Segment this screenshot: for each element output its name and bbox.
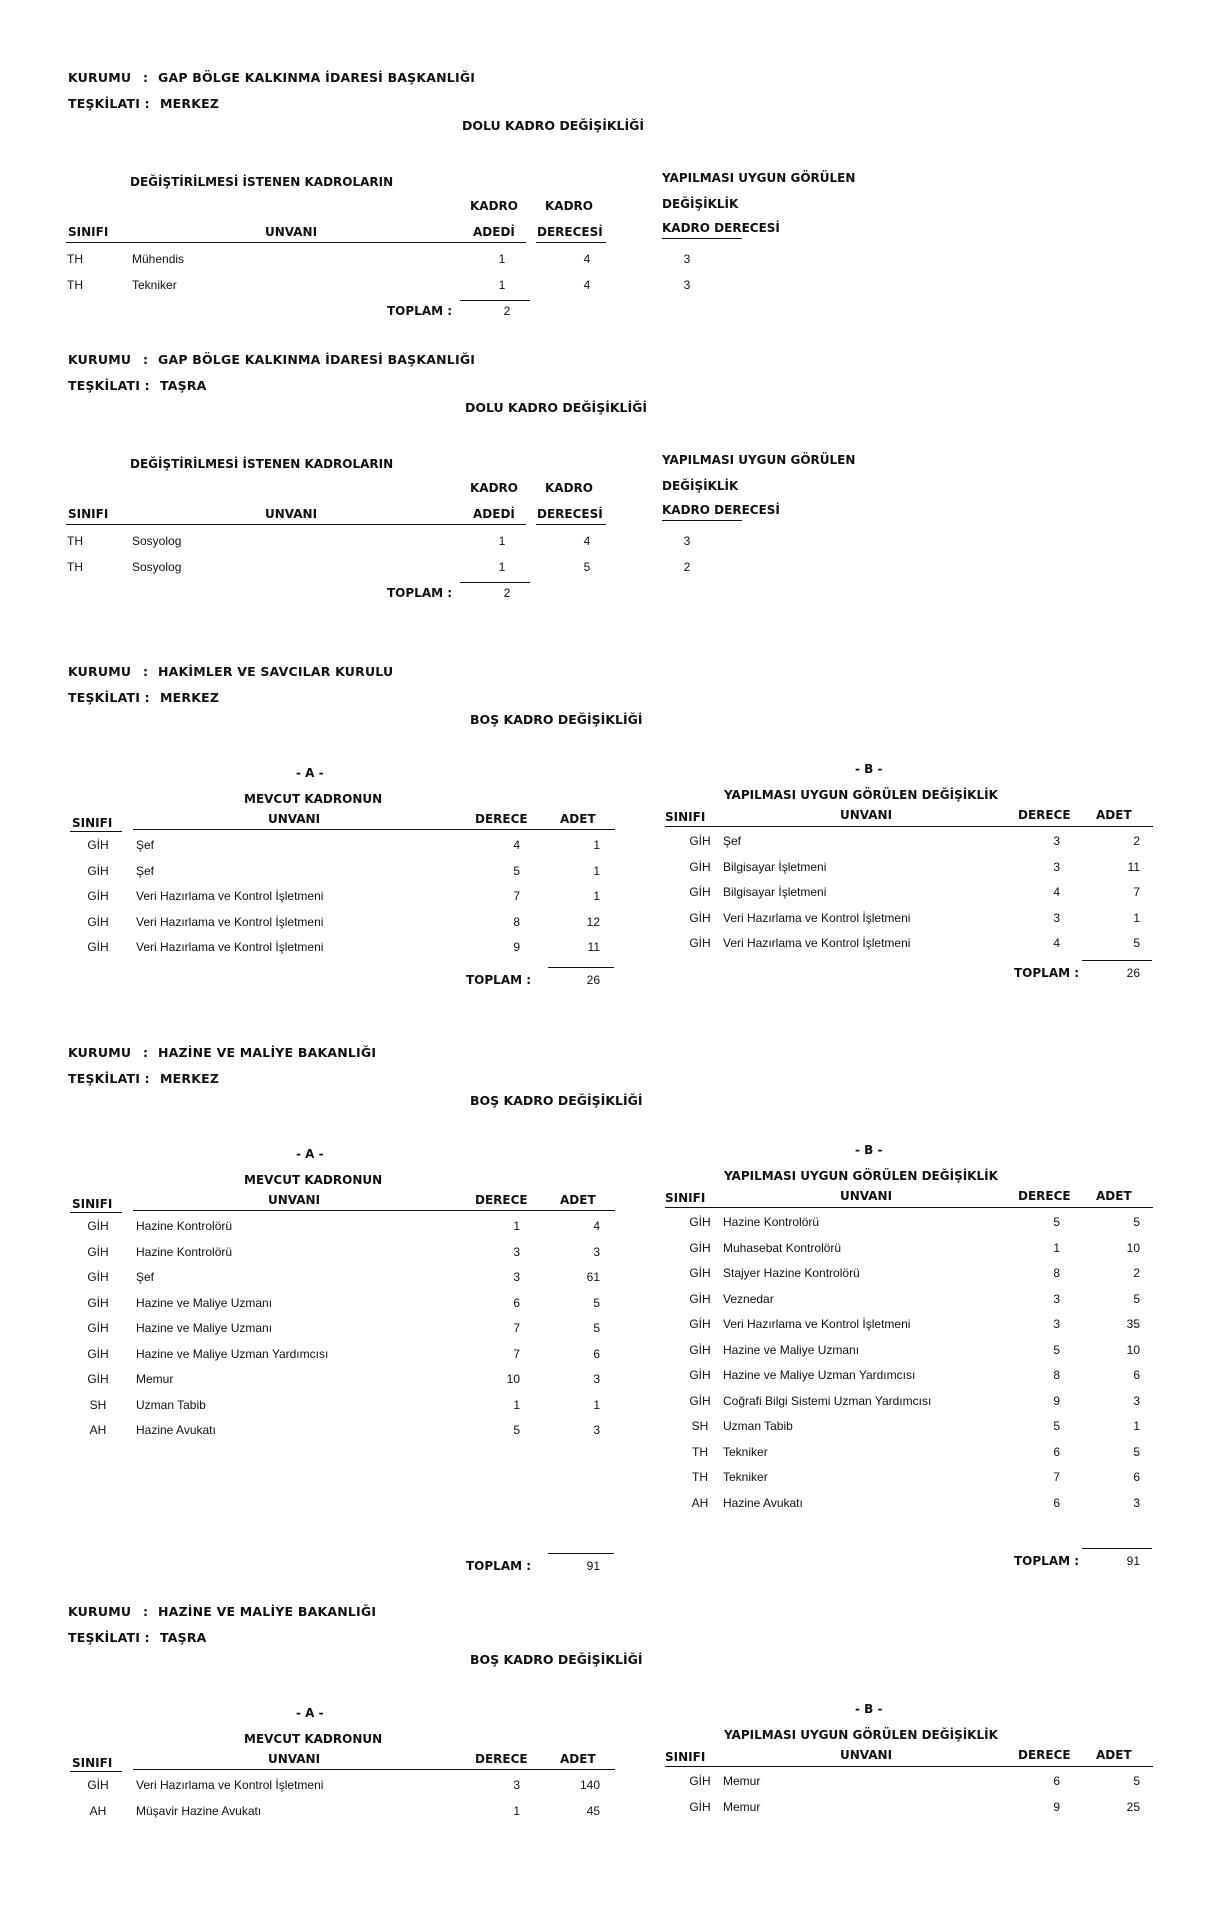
table-b-header-derece: DERECE <box>1018 1189 1071 1203</box>
table-a-row-sinif: GİH <box>87 1372 109 1386</box>
table-b-row-sinif: GİH <box>689 1368 711 1382</box>
table-b-row-derece: 8 <box>1053 1368 1060 1382</box>
table-b-row-sinif: TH <box>692 1444 708 1459</box>
table-a-row-unvan: Veri Hazırlama ve Kontrol İşletmeni <box>136 1778 324 1792</box>
table-a-row-unvan: Hazine ve Maliye Uzmanı <box>136 1321 273 1335</box>
table-a-row-unvan: Veri Hazırlama ve Kontrol İşletmeni <box>136 914 324 929</box>
table-b-row-sinif: AH <box>691 1495 709 1510</box>
table-row-unvan: Mühendis <box>132 252 185 266</box>
table-a-row-unvan: Şef <box>136 838 155 852</box>
table-a-row-adet: 11 <box>587 940 600 954</box>
table-b-header-adet: ADET <box>1096 1748 1132 1762</box>
header-rule-derecesi <box>536 524 606 525</box>
col-header-derecesi: DERECESİ <box>537 225 603 239</box>
table-a-row-derece: 1 <box>513 1803 520 1818</box>
col-header-kadro-2: KADRO <box>545 199 593 213</box>
table-row-unvan: Sosyolog <box>132 560 182 574</box>
col-header-kadro-derecesi: KADRO DERECESİ <box>662 503 780 517</box>
table-b-row-unvan: Şef <box>723 834 742 848</box>
col-header-derecesi: DERECESİ <box>537 507 603 521</box>
table-b-row-sinif: GİH <box>689 1266 711 1280</box>
table-a-row-derece: 3 <box>513 1778 520 1792</box>
table-a-marker: - A - <box>296 1706 324 1720</box>
table-row-sinif: TH <box>67 534 83 548</box>
table-b-row-adet: 6 <box>1133 1470 1140 1484</box>
col-header-unvani: UNVANI <box>265 225 318 239</box>
total-rule <box>460 582 530 583</box>
table-a-header-unvani: UNVANI <box>268 1193 321 1207</box>
table-a-header-derece: DERECE <box>475 1193 528 1207</box>
table-a-header-sinifi: SINIFI <box>72 1756 113 1770</box>
kurumu-colon: : <box>143 352 149 367</box>
table-b-row-sinif: GİH <box>689 1774 711 1788</box>
table-a-row-adet: 3 <box>593 1244 600 1259</box>
table-a-row-derece: 6 <box>513 1295 520 1310</box>
table-b-header-sinifi: SINIFI <box>665 1191 706 1205</box>
kurumu-label: KURUMU <box>68 1045 132 1060</box>
table-b-row-derece: 3 <box>1053 1317 1060 1331</box>
table-a-toplam-label: TOPLAM : <box>466 973 532 987</box>
table-a-row-adet: 4 <box>593 1219 600 1233</box>
table-b-row-sinif: GİH <box>689 1240 711 1255</box>
table-a-row-adet: 61 <box>586 1270 600 1284</box>
table-a-row-derece: 3 <box>513 1244 520 1259</box>
table-a-row-unvan: Veri Hazırlama ve Kontrol İşletmeni <box>136 889 324 903</box>
table-a-row-sinif: GİH <box>87 1270 109 1284</box>
kurum-name: GAP BÖLGE KALKINMA İDARESİ BAŞKANLIĞI <box>158 352 476 367</box>
table-a-header-rule <box>133 829 615 830</box>
header-rule-right <box>662 238 742 239</box>
table-b-total-rule <box>1082 1548 1152 1549</box>
table-a-row-sinif: AH <box>89 1803 107 1818</box>
table-row-derece: 4 <box>583 278 591 292</box>
col-header-degistirilmesi: DEĞİŞTİRİLMESİ İSTENEN KADROLARIN <box>130 457 394 471</box>
table-a-row-adet: 1 <box>593 1397 600 1412</box>
table-a-row-adet: 5 <box>593 1321 600 1335</box>
table-b-row-unvan: Tekniker <box>723 1470 768 1484</box>
table-a-row-unvan: Şef <box>136 1270 155 1284</box>
kurum-name: HAZİNE VE MALİYE BAKANLIĞI <box>158 1045 377 1060</box>
table-a-header-rule <box>133 1769 615 1770</box>
col-header-adedi: ADEDİ <box>473 225 515 239</box>
table-b-row-sinif: GİH <box>689 1393 711 1408</box>
table-a-row-unvan: Hazine Kontrolörü <box>136 1244 233 1259</box>
table-b-row-unvan: Hazine Kontrolörü <box>723 1215 820 1229</box>
col-header-yapilmasi: YAPILMASI UYGUN GÖRÜLEN <box>662 453 856 467</box>
table-a-row-unvan: Hazine ve Maliye Uzmanı <box>136 1295 273 1310</box>
table-b-row-unvan: Bilgisayar İşletmeni <box>723 885 827 899</box>
table-a-row-adet: 45 <box>586 1803 600 1818</box>
table-b-row-adet: 1 <box>1133 1419 1140 1433</box>
table-a-row-derece: 5 <box>513 1423 520 1437</box>
col-header-kadro-derecesi: KADRO DERECESİ <box>662 221 780 235</box>
table-b-row-adet: 5 <box>1133 1444 1140 1459</box>
col-header-kadro-1: KADRO <box>470 481 518 495</box>
table-a-row-adet: 1 <box>593 838 600 852</box>
table-row-yeni: 2 <box>683 560 691 574</box>
table-b-row-derece: 5 <box>1053 1215 1060 1229</box>
table-a-row-derece: 7 <box>513 889 520 903</box>
total-rule <box>460 300 530 301</box>
table-a-header-rule <box>133 1210 615 1211</box>
table-a-marker: - A - <box>296 766 324 780</box>
table-a-row-derece: 4 <box>513 838 520 852</box>
table-a-row-unvan: Şef <box>136 863 155 878</box>
table-a-header-sinifi: SINIFI <box>72 1197 113 1211</box>
table-a-row-adet: 3 <box>593 1423 600 1437</box>
table-b-row-derece: 4 <box>1053 885 1060 899</box>
table-a-header-unvani: UNVANI <box>268 1752 321 1766</box>
toplam-value: 2 <box>503 304 511 318</box>
header-rule-left <box>66 242 526 243</box>
table-a-header-rule-sinifi <box>70 1212 122 1213</box>
table-b-row-unvan: Coğrafi Bilgi Sistemi Uzman Yardımcısı <box>723 1393 932 1408</box>
table-b-row-unvan: Bilgisayar İşletmeni <box>723 859 827 874</box>
table-a-row-adet: 3 <box>593 1372 600 1386</box>
section-title: DOLU KADRO DEĞİŞİKLİĞİ <box>465 400 648 415</box>
table-b-row-unvan: Memur <box>723 1774 761 1788</box>
kurumu-colon: : <box>143 664 149 679</box>
table-b-header-rule <box>665 826 1153 827</box>
table-b-header-sinifi: SINIFI <box>665 810 706 824</box>
table-row-sinif: TH <box>67 278 83 292</box>
table-a-row-derece: 7 <box>513 1321 520 1335</box>
table-b-row-adet: 6 <box>1133 1368 1140 1382</box>
col-header-degisiklik: DEĞİŞİKLİK <box>662 197 739 211</box>
table-row-derece: 4 <box>583 534 591 548</box>
col-header-kadro-2: KADRO <box>545 481 593 495</box>
table-b-row-unvan: Tekniker <box>723 1444 768 1459</box>
table-a-row-adet: 1 <box>593 863 600 878</box>
table-b-header-unvani: UNVANI <box>840 1189 893 1203</box>
teskilat-name: TAŞRA <box>160 1630 207 1645</box>
table-b-total-rule <box>1082 960 1152 961</box>
teskilati-label: TEŞKİLATI : <box>68 378 150 393</box>
table-a-row-sinif: GİH <box>87 1346 109 1361</box>
table-b-row-derece: 9 <box>1053 1393 1060 1408</box>
toplam-label: TOPLAM : <box>387 304 453 318</box>
table-a-row-sinif: GİH <box>87 1778 109 1792</box>
table-a-row-derece: 3 <box>513 1270 520 1284</box>
col-header-degistirilmesi: DEĞİŞTİRİLMESİ İSTENEN KADROLARIN <box>130 175 394 189</box>
table-b-toplam-label: TOPLAM : <box>1014 1554 1080 1568</box>
kurumu-label: KURUMU <box>68 1604 132 1619</box>
table-b-row-sinif: GİH <box>689 834 711 848</box>
kurumu-label: KURUMU <box>68 70 132 85</box>
kurumu-colon: : <box>143 1604 149 1619</box>
table-a-row-unvan: Hazine Avukatı <box>136 1423 216 1437</box>
teskilati-label: TEŞKİLATI : <box>68 1071 150 1086</box>
table-b-row-adet: 3 <box>1133 1495 1140 1510</box>
table-b-header-derece: DERECE <box>1018 808 1071 822</box>
table-b-row-sinif: GİH <box>689 1799 711 1814</box>
table-b-row-unvan: Hazine ve Maliye Uzmanı <box>723 1342 860 1357</box>
section-title: DOLU KADRO DEĞİŞİKLİĞİ <box>462 118 645 133</box>
table-b-row-unvan: Veznedar <box>723 1291 774 1306</box>
table-b-row-derece: 3 <box>1053 859 1060 874</box>
teskilat-name: TAŞRA <box>160 378 207 393</box>
table-b-row-unvan: Hazine Avukatı <box>723 1495 803 1510</box>
table-b-row-unvan: Stajyer Hazine Kontrolörü <box>723 1266 860 1280</box>
table-a-row-sinif: GİH <box>87 1321 109 1335</box>
table-a-row-adet: 12 <box>586 914 600 929</box>
table-a-row-sinif: GİH <box>87 889 109 903</box>
table-row-adet: 1 <box>498 252 506 266</box>
toplam-label: TOPLAM : <box>387 586 453 600</box>
table-a-row-sinif: GİH <box>87 838 109 852</box>
col-header-sinifi: SINIFI <box>68 225 109 239</box>
table-b-row-derece: 9 <box>1053 1799 1060 1814</box>
col-header-unvani: UNVANI <box>265 507 318 521</box>
kurumu-label: KURUMU <box>68 664 132 679</box>
kurumu-colon: : <box>143 1045 149 1060</box>
table-a-header-rule-sinifi <box>70 831 122 832</box>
table-b-row-adet: 35 <box>1126 1317 1140 1331</box>
table-b-row-unvan: Veri Hazırlama ve Kontrol İşletmeni <box>723 936 911 950</box>
teskilati-label: TEŞKİLATI : <box>68 96 150 111</box>
table-row-yeni: 3 <box>683 278 691 292</box>
kurum-name: HAKİMLER VE SAVCILAR KURULU <box>158 664 394 679</box>
table-b-toplam-value: 26 <box>1126 966 1140 980</box>
table-b-row-derece: 1 <box>1053 1240 1060 1255</box>
table-b-row-adet: 5 <box>1133 1291 1140 1306</box>
table-b-row-adet: 2 <box>1133 834 1140 848</box>
header-rule-left <box>66 524 526 525</box>
table-row-unvan: Sosyolog <box>132 534 182 548</box>
table-a-row-derece: 5 <box>513 863 520 878</box>
table-b-row-adet: 5 <box>1133 936 1140 950</box>
table-b-row-unvan: Muhasebat Kontrolörü <box>723 1240 842 1255</box>
section-title: BOŞ KADRO DEĞİŞİKLİĞİ <box>470 1652 643 1667</box>
table-a-row-sinif: AH <box>89 1423 107 1437</box>
table-b-row-sinif: GİH <box>689 910 711 925</box>
table-a-row-sinif: GİH <box>87 1295 109 1310</box>
table-a-row-derece: 1 <box>513 1219 520 1233</box>
col-header-yapilmasi: YAPILMASI UYGUN GÖRÜLEN <box>662 171 856 185</box>
table-row-yeni: 3 <box>683 252 691 266</box>
table-a-row-unvan: Veri Hazırlama ve Kontrol İşletmeni <box>136 940 324 954</box>
table-a-row-derece: 10 <box>506 1372 520 1386</box>
table-b-row-adet: 10 <box>1126 1240 1140 1255</box>
table-b-row-derece: 5 <box>1053 1419 1060 1433</box>
table-b-row-derece: 5 <box>1053 1342 1060 1357</box>
table-row-adet: 1 <box>498 534 506 548</box>
kurum-name: HAZİNE VE MALİYE BAKANLIĞI <box>158 1604 377 1619</box>
table-b-row-derece: 6 <box>1053 1444 1060 1459</box>
table-b-row-adet: 25 <box>1126 1799 1140 1814</box>
table-b-row-sinif: GİH <box>689 1215 711 1229</box>
table-b-row-derece: 3 <box>1053 1291 1060 1306</box>
table-b-row-sinif: GİH <box>689 1317 711 1331</box>
col-header-sinifi: SINIFI <box>68 507 109 521</box>
table-a-header-adet: ADET <box>560 1752 596 1766</box>
table-a-row-adet: 1 <box>593 889 600 903</box>
table-row-adet: 1 <box>498 560 506 574</box>
table-b-marker: - B - <box>855 762 883 776</box>
teskilati-label: TEŞKİLATI : <box>68 1630 150 1645</box>
table-a-row-derece: 9 <box>513 940 520 954</box>
table-b-header-rule <box>665 1766 1153 1767</box>
table-b-row-sinif: GİH <box>689 936 711 950</box>
table-b-row-sinif: GİH <box>689 885 711 899</box>
table-a-row-adet: 140 <box>579 1778 600 1792</box>
table-a-row-unvan: Hazine Kontrolörü <box>136 1219 233 1233</box>
table-b-row-derece: 6 <box>1053 1774 1060 1788</box>
teskilat-name: MERKEZ <box>160 1071 220 1086</box>
table-b-row-adet: 7 <box>1133 885 1140 899</box>
table-b-header-derece: DERECE <box>1018 1748 1071 1762</box>
table-b-row-unvan: Veri Hazırlama ve Kontrol İşletmeni <box>723 1317 911 1331</box>
table-b-header-unvani: UNVANI <box>840 808 893 822</box>
table-b-marker: - B - <box>855 1143 883 1157</box>
toplam-value: 2 <box>503 586 511 600</box>
kurum-name: GAP BÖLGE KALKINMA İDARESİ BAŞKANLIĞI <box>158 70 476 85</box>
table-b-row-unvan: Hazine ve Maliye Uzman Yardımcısı <box>723 1368 916 1382</box>
table-a-row-sinif: GİH <box>87 940 109 954</box>
col-header-kadro-1: KADRO <box>470 199 518 213</box>
section-title: BOŞ KADRO DEĞİŞİKLİĞİ <box>470 712 643 727</box>
table-b-row-unvan: Veri Hazırlama ve Kontrol İşletmeni <box>723 910 911 925</box>
table-b-row-unvan: Uzman Tabib <box>723 1419 793 1433</box>
table-a-total-rule <box>548 967 614 968</box>
table-a-row-sinif: SH <box>89 1397 107 1412</box>
table-b-header-adet: ADET <box>1096 808 1132 822</box>
table-a-row-sinif: GİH <box>87 914 109 929</box>
table-a-header-adet: ADET <box>560 1193 596 1207</box>
table-b-row-adet: 5 <box>1133 1215 1140 1229</box>
teskilati-label: TEŞKİLATI : <box>68 690 150 705</box>
section-title: BOŞ KADRO DEĞİŞİKLİĞİ <box>470 1093 643 1108</box>
table-b-caption: YAPILMASI UYGUN GÖRÜLEN DEĞİŞİKLİK <box>724 1169 998 1183</box>
table-b-row-adet: 3 <box>1133 1393 1140 1408</box>
table-b-row-sinif: TH <box>692 1470 708 1484</box>
table-a-row-derece: 7 <box>513 1346 520 1361</box>
table-b-header-adet: ADET <box>1096 1189 1132 1203</box>
table-b-row-adet: 2 <box>1133 1266 1140 1280</box>
col-header-adedi: ADEDİ <box>473 507 515 521</box>
table-b-row-derece: 3 <box>1053 834 1060 848</box>
table-a-row-adet: 6 <box>593 1346 600 1361</box>
table-row-sinif: TH <box>67 560 83 574</box>
table-b-header-sinifi: SINIFI <box>665 1750 706 1764</box>
table-b-row-adet: 10 <box>1126 1342 1140 1357</box>
teskilat-name: MERKEZ <box>160 96 220 111</box>
table-b-toplam-label: TOPLAM : <box>1014 966 1080 980</box>
table-b-row-derece: 4 <box>1053 936 1060 950</box>
table-a-caption: MEVCUT KADRONUN <box>244 1173 383 1187</box>
table-row-unvan: Tekniker <box>132 278 177 292</box>
table-a-toplam-value: 91 <box>586 1559 600 1573</box>
table-b-caption: YAPILMASI UYGUN GÖRÜLEN DEĞİŞİKLİK <box>724 788 998 802</box>
table-a-toplam-label: TOPLAM : <box>466 1559 532 1573</box>
table-a-row-adet: 5 <box>593 1295 600 1310</box>
table-a-header-adet: ADET <box>560 812 596 826</box>
table-a-row-derece: 1 <box>513 1397 520 1412</box>
table-b-row-sinif: GİH <box>689 1291 711 1306</box>
table-b-row-derece: 8 <box>1053 1266 1060 1280</box>
table-b-row-derece: 6 <box>1053 1495 1060 1510</box>
table-a-row-unvan: Müşavir Hazine Avukatı <box>136 1803 262 1818</box>
table-b-row-adet: 1 <box>1133 910 1140 925</box>
kurumu-label: KURUMU <box>68 352 132 367</box>
table-a-header-sinifi: SINIFI <box>72 816 113 830</box>
table-b-row-derece: 3 <box>1053 910 1060 925</box>
table-a-row-unvan: Memur <box>136 1372 174 1386</box>
header-rule-derecesi <box>536 242 606 243</box>
header-rule-right <box>662 520 742 521</box>
kurumu-colon: : <box>143 70 149 85</box>
table-a-row-unvan: Uzman Tabib <box>136 1397 206 1412</box>
col-header-degisiklik: DEĞİŞİKLİK <box>662 479 739 493</box>
table-b-toplam-value: 91 <box>1126 1554 1140 1568</box>
table-b-row-sinif: GİH <box>689 1342 711 1357</box>
table-b-caption: YAPILMASI UYGUN GÖRÜLEN DEĞİŞİKLİK <box>724 1728 998 1742</box>
table-b-marker: - B - <box>855 1702 883 1716</box>
table-row-derece: 4 <box>583 252 591 266</box>
table-a-header-derece: DERECE <box>475 1752 528 1766</box>
table-b-header-unvani: UNVANI <box>840 1748 893 1762</box>
table-b-row-sinif: SH <box>691 1419 709 1433</box>
table-b-row-unvan: Memur <box>723 1799 761 1814</box>
teskilat-name: MERKEZ <box>160 690 220 705</box>
table-a-caption: MEVCUT KADRONUN <box>244 792 383 806</box>
table-a-caption: MEVCUT KADRONUN <box>244 1732 383 1746</box>
table-b-row-derece: 7 <box>1053 1470 1060 1484</box>
table-a-total-rule <box>548 1553 614 1554</box>
table-a-row-sinif: GİH <box>87 1244 109 1259</box>
table-a-row-sinif: GİH <box>87 1219 109 1233</box>
table-row-yeni: 3 <box>683 534 691 548</box>
table-b-row-adet: 11 <box>1127 859 1140 874</box>
table-row-derece: 5 <box>583 560 591 574</box>
table-row-sinif: TH <box>67 252 83 266</box>
table-b-row-sinif: GİH <box>689 859 711 874</box>
table-a-header-unvani: UNVANI <box>268 812 321 826</box>
table-b-header-rule <box>665 1207 1153 1208</box>
table-a-row-unvan: Hazine ve Maliye Uzman Yardımcısı <box>136 1346 329 1361</box>
table-a-row-derece: 8 <box>513 914 520 929</box>
table-a-row-sinif: GİH <box>87 863 109 878</box>
table-b-row-adet: 5 <box>1133 1774 1140 1788</box>
table-row-adet: 1 <box>498 278 506 292</box>
table-a-toplam-value: 26 <box>586 973 600 987</box>
table-a-marker: - A - <box>296 1147 324 1161</box>
table-a-header-rule-sinifi <box>70 1771 122 1772</box>
table-a-header-derece: DERECE <box>475 812 528 826</box>
